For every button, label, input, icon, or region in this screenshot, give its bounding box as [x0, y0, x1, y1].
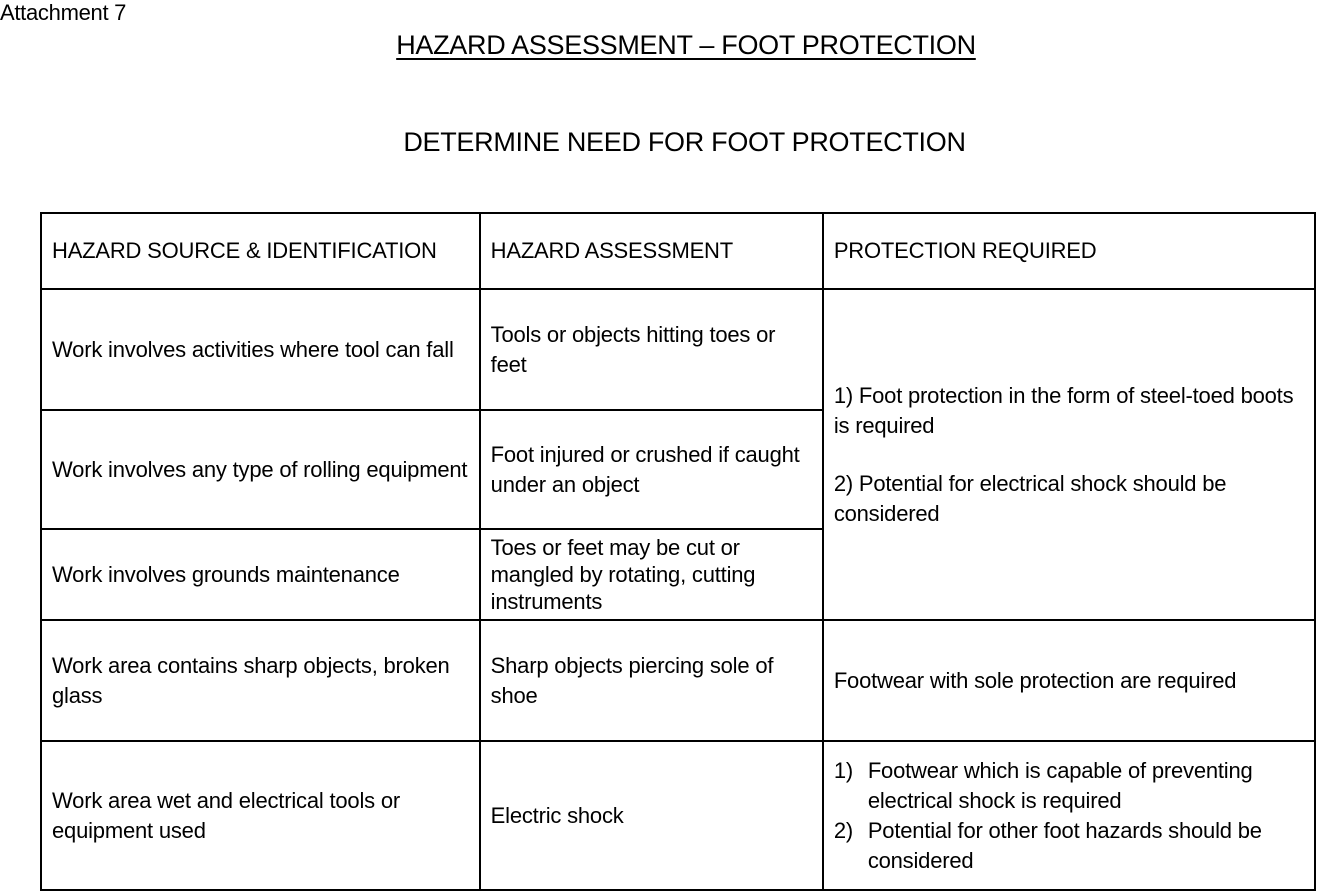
table-row [41, 289, 1315, 410]
protection-list-item [834, 756, 1304, 816]
table-row [41, 620, 1315, 741]
hazard-assessment-cell: Toes or feet may be cut or mangled by rotating, cutting instruments [480, 529, 823, 620]
page-subtitle: DETERMINE NEED FOR FOOT PROTECTION [403, 127, 966, 157]
hazard-assessment-cell: Tools or objects hitting toes or feet [480, 289, 823, 410]
list-item-text: Potential for other foot hazards should be considered [867, 817, 1262, 873]
list-number: 1) [833, 757, 853, 783]
hazard-source-cell: Work involves any type of rolling equipment [41, 410, 480, 529]
list-number: 2) [833, 817, 853, 843]
hazard-assessment-table [40, 212, 1316, 891]
attachment-label: Attachment 7 [0, 0, 127, 25]
column-header-protection: PROTECTION REQUIRED [823, 213, 1315, 289]
protection-required-cell: Footwear with sole protection are required [823, 620, 1315, 741]
page-title: HAZARD ASSESSMENT – FOOT PROTECTION [396, 30, 976, 60]
column-header-source: HAZARD SOURCE & IDENTIFICATION [41, 213, 480, 289]
table-row [41, 741, 1315, 890]
hazard-source-cell: Work involves grounds maintenance [41, 529, 480, 620]
protection-required-cell [823, 289, 1315, 620]
hazard-source-cell: Work area wet and electrical tools or equipment used [41, 741, 480, 890]
protection-required-cell [823, 741, 1315, 890]
protection-item-1: 1) Foot protection in the form of steel-toed boots is required [833, 382, 1294, 438]
column-header-assessment: HAZARD ASSESSMENT [480, 213, 823, 289]
list-item-text: Footwear which is capable of preventing electrical shock is required [867, 757, 1253, 813]
hazard-assessment-cell: Sharp objects piercing sole of shoe [480, 620, 823, 741]
protection-list [834, 756, 1304, 876]
hazard-assessment-cell: Electric shock [480, 741, 823, 890]
protection-list-item [834, 816, 1304, 876]
hazard-assessment-cell: Foot injured or crushed if caught under an object [480, 410, 823, 529]
protection-item-2: 2) Potential for electrical shock should be considered [833, 470, 1227, 526]
hazard-source-cell: Work involves activities where tool can fall [41, 289, 480, 410]
hazard-source-cell: Work area contains sharp objects, broken glass [41, 620, 480, 741]
table-header-row [41, 213, 1315, 289]
